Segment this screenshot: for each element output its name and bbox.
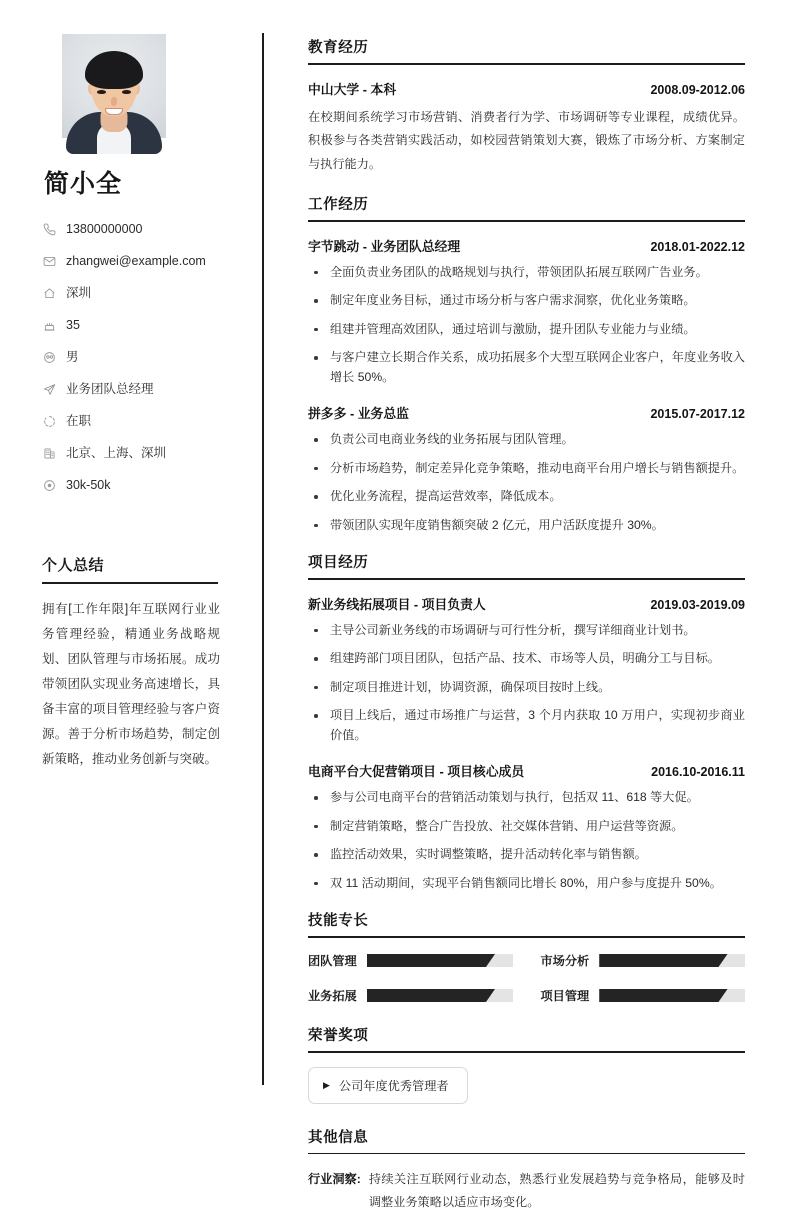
section-title-work: 工作经历 bbox=[308, 196, 369, 213]
section-rule-skills bbox=[308, 936, 745, 938]
section-rule-honors bbox=[308, 1051, 745, 1053]
section-rule-work bbox=[308, 220, 745, 222]
skill-progress-fill bbox=[367, 989, 495, 1002]
summary-section bbox=[42, 554, 235, 772]
project-entry-title: 新业务线拓展项目 - 项目负责人 bbox=[308, 596, 486, 612]
section-rule-other bbox=[308, 1153, 745, 1155]
contact-item-salary bbox=[42, 472, 235, 498]
summary-text: 拥有[工作年限]年互联网行业业务管理经验，精通业务战略规划、团队管理与市场拓展。成功带领团队实现业务高速增长，具备丰富的项目管理经验与客户资源。善于分析市场趋势，制定创新策略，推动业务创新与突破。 bbox=[42, 601, 220, 766]
bullet-item: 双 11 活动期间，实现平台销售额同比增长 80%，用户参与度提升 50%。 bbox=[308, 874, 745, 894]
candidate-name: 简小全 bbox=[44, 170, 123, 198]
coin-icon bbox=[42, 478, 56, 492]
skill-row bbox=[541, 952, 746, 969]
bullet-item: 优化业务流程，提高运营效率，降低成本。 bbox=[308, 487, 745, 507]
play-triangle-icon: ▶ bbox=[323, 1079, 330, 1090]
bullet-item: 制定年度业务目标，通过市场分析与客户需求洞察，优化业务策略。 bbox=[308, 291, 745, 311]
skill-label: 业务拓展 bbox=[308, 989, 357, 1003]
work-entry-head bbox=[308, 403, 745, 422]
main-content bbox=[263, 0, 794, 1209]
contact-value-city: 深圳 bbox=[66, 285, 92, 300]
skill-row bbox=[308, 987, 513, 1004]
section-work bbox=[308, 193, 745, 535]
contact-value-phone: 13800000000 bbox=[66, 221, 143, 236]
section-title-projects: 项目经历 bbox=[308, 555, 369, 572]
education-entry bbox=[308, 79, 745, 177]
project-entry-bullets bbox=[308, 788, 745, 893]
work-entry-date: 2018.01-2022.12 bbox=[650, 239, 745, 254]
skill-progress-fill bbox=[367, 954, 495, 967]
contact-item-position bbox=[42, 376, 235, 402]
project-entry-bullets bbox=[308, 621, 745, 746]
gender-icon bbox=[42, 350, 56, 364]
work-entry-date: 2015.07-2017.12 bbox=[650, 407, 745, 422]
avatar-eye-right bbox=[122, 90, 131, 94]
project-entry-head bbox=[308, 761, 745, 780]
contact-item-gender bbox=[42, 344, 235, 370]
skill-progress-fill bbox=[599, 954, 727, 967]
skills-grid bbox=[308, 952, 745, 1004]
contact-value-gender: 男 bbox=[66, 349, 79, 364]
column-divider bbox=[262, 33, 264, 1085]
status-circle-icon bbox=[42, 414, 56, 428]
contact-item-age bbox=[42, 312, 235, 338]
bullet-item: 分析市场趋势，制定差异化竞争策略，推动电商平台用户增长与销售额提升。 bbox=[308, 459, 745, 479]
contact-value-email: zhangwei@example.com bbox=[66, 253, 206, 268]
project-entry-title: 电商平台大促营销项目 - 项目核心成员 bbox=[308, 764, 525, 780]
section-title-skills: 技能专长 bbox=[308, 913, 369, 930]
skill-row bbox=[308, 952, 513, 969]
education-entry-head bbox=[308, 79, 745, 98]
skill-label: 市场分析 bbox=[540, 954, 590, 968]
contact-value-position: 业务团队总经理 bbox=[66, 381, 154, 396]
contact-item-phone bbox=[42, 216, 235, 242]
bullet-item: 制定项目推进计划，协调资源，确保项目按时上线。 bbox=[308, 678, 745, 698]
other-info-label: 行业洞察: bbox=[308, 1172, 361, 1187]
bullet-item: 参与公司电商平台的营销活动策划与执行，包括双 11、618 等大促。 bbox=[308, 788, 745, 808]
contact-value-status: 在职 bbox=[66, 413, 92, 428]
skill-label: 团队管理 bbox=[308, 954, 357, 968]
contact-value-age: 35 bbox=[66, 317, 80, 332]
section-skills bbox=[308, 909, 745, 1004]
contact-item-locations bbox=[42, 440, 235, 466]
contact-value-salary: 30k-50k bbox=[66, 477, 111, 492]
section-title-honors: 荣誉奖项 bbox=[308, 1028, 369, 1044]
home-icon bbox=[42, 286, 56, 300]
bullet-item: 监控活动效果，实时调整策略，提升活动转化率与销售额。 bbox=[308, 845, 745, 865]
cake-icon bbox=[42, 318, 56, 332]
summary-rule bbox=[42, 582, 218, 584]
envelope-icon bbox=[42, 254, 56, 268]
bullet-item: 与客户建立长期合作关系，成功拓展多个大型互联网企业客户，年度业务收入增长 50%。 bbox=[308, 348, 745, 387]
bullet-item: 组建跨部门项目团队，包括产品、技术、市场等人员，明确分工与目标。 bbox=[308, 649, 745, 669]
section-education bbox=[308, 36, 745, 177]
project-entry-head bbox=[308, 594, 745, 613]
phone-icon bbox=[42, 222, 56, 236]
project-entry-date: 2016.10-2016.11 bbox=[651, 765, 745, 780]
project-entry-date: 2019.03-2019.09 bbox=[650, 597, 745, 612]
bullet-item: 带领团队实现年度销售额突破 2 亿元，用户活跃度提升 30%。 bbox=[308, 516, 745, 536]
bullet-item: 主导公司新业务线的市场调研与可行性分析，撰写详细商业计划书。 bbox=[308, 621, 745, 641]
contact-item-email bbox=[42, 248, 235, 274]
skill-progress-track bbox=[367, 954, 513, 967]
skill-label: 项目管理 bbox=[540, 989, 590, 1003]
work-entry-title: 拼多多 - 业务总监 bbox=[308, 406, 409, 422]
education-entry-title: 中山大学 - 本科 bbox=[308, 81, 397, 97]
bullet-item: 制定营销策略，整合广告投放、社交媒体营销、用户运营等资源。 bbox=[308, 817, 745, 837]
education-entry-date: 2008.09-2012.06 bbox=[650, 82, 745, 97]
paper-plane-icon bbox=[42, 382, 56, 396]
skill-progress-track bbox=[599, 989, 745, 1002]
skill-progress-track bbox=[367, 989, 513, 1002]
section-projects bbox=[308, 551, 745, 893]
avatar-eye-left bbox=[97, 90, 106, 94]
work-entry-head bbox=[308, 236, 745, 255]
section-other bbox=[308, 1126, 745, 1213]
contact-item-status bbox=[42, 408, 235, 434]
work-entry bbox=[308, 236, 745, 388]
work-entry bbox=[308, 403, 745, 535]
sidebar bbox=[0, 0, 263, 1130]
contact-list bbox=[42, 216, 235, 498]
project-entry bbox=[308, 761, 745, 893]
skill-progress-fill bbox=[599, 989, 727, 1002]
bullet-item: 组建并管理高效团队，通过培训与激励，提升团队专业能力与业绩。 bbox=[308, 320, 745, 340]
work-entry-bullets bbox=[308, 263, 745, 388]
section-honors bbox=[308, 1024, 745, 1104]
bullet-item: 项目上线后，通过市场推广与运营，3 个月内获取 10 万用户，实现初步商业价值。 bbox=[308, 706, 745, 745]
project-entry bbox=[308, 594, 745, 746]
bullet-item: 负责公司电商业务线的业务拓展与团队管理。 bbox=[308, 430, 745, 450]
building-icon bbox=[42, 446, 56, 460]
skill-row bbox=[541, 987, 746, 1004]
honor-label: 公司年度优秀管理者 bbox=[338, 1078, 449, 1093]
other-info-value: 持续关注互联网行业动态，熟悉行业发展趋势与竞争格局，能够及时调整业务策略以适应市场变化。 bbox=[368, 1172, 745, 1209]
work-entry-bullets bbox=[308, 430, 745, 535]
section-title-other: 其他信息 bbox=[308, 1129, 369, 1146]
section-title-education: 教育经历 bbox=[308, 40, 369, 56]
skill-progress-track bbox=[599, 954, 745, 967]
summary-heading: 个人总结 bbox=[42, 557, 105, 574]
section-rule-education bbox=[308, 63, 745, 65]
contact-value-locations: 北京、上海、深圳 bbox=[66, 445, 167, 460]
avatar-mouth bbox=[105, 108, 123, 115]
honor-list bbox=[308, 1067, 745, 1104]
avatar bbox=[62, 34, 166, 138]
honor-tag[interactable] bbox=[308, 1067, 468, 1104]
section-rule-projects bbox=[308, 578, 745, 580]
bullet-item: 全面负责业务团队的战略规划与执行，带领团队拓展互联网广告业务。 bbox=[308, 263, 745, 283]
contact-item-city bbox=[42, 280, 235, 306]
other-info-row bbox=[308, 1168, 745, 1213]
avatar-nose bbox=[111, 97, 117, 106]
education-entry-desc: 在校期间系统学习市场营销、消费者行为学、市场调研等专业课程，成绩优异。积极参与各类营销实践活动，如校园营销策划大赛，锻炼了市场分析、方案制定与执行能力。 bbox=[308, 109, 745, 172]
work-entry-title: 字节跳动 - 业务团队总经理 bbox=[308, 238, 461, 254]
